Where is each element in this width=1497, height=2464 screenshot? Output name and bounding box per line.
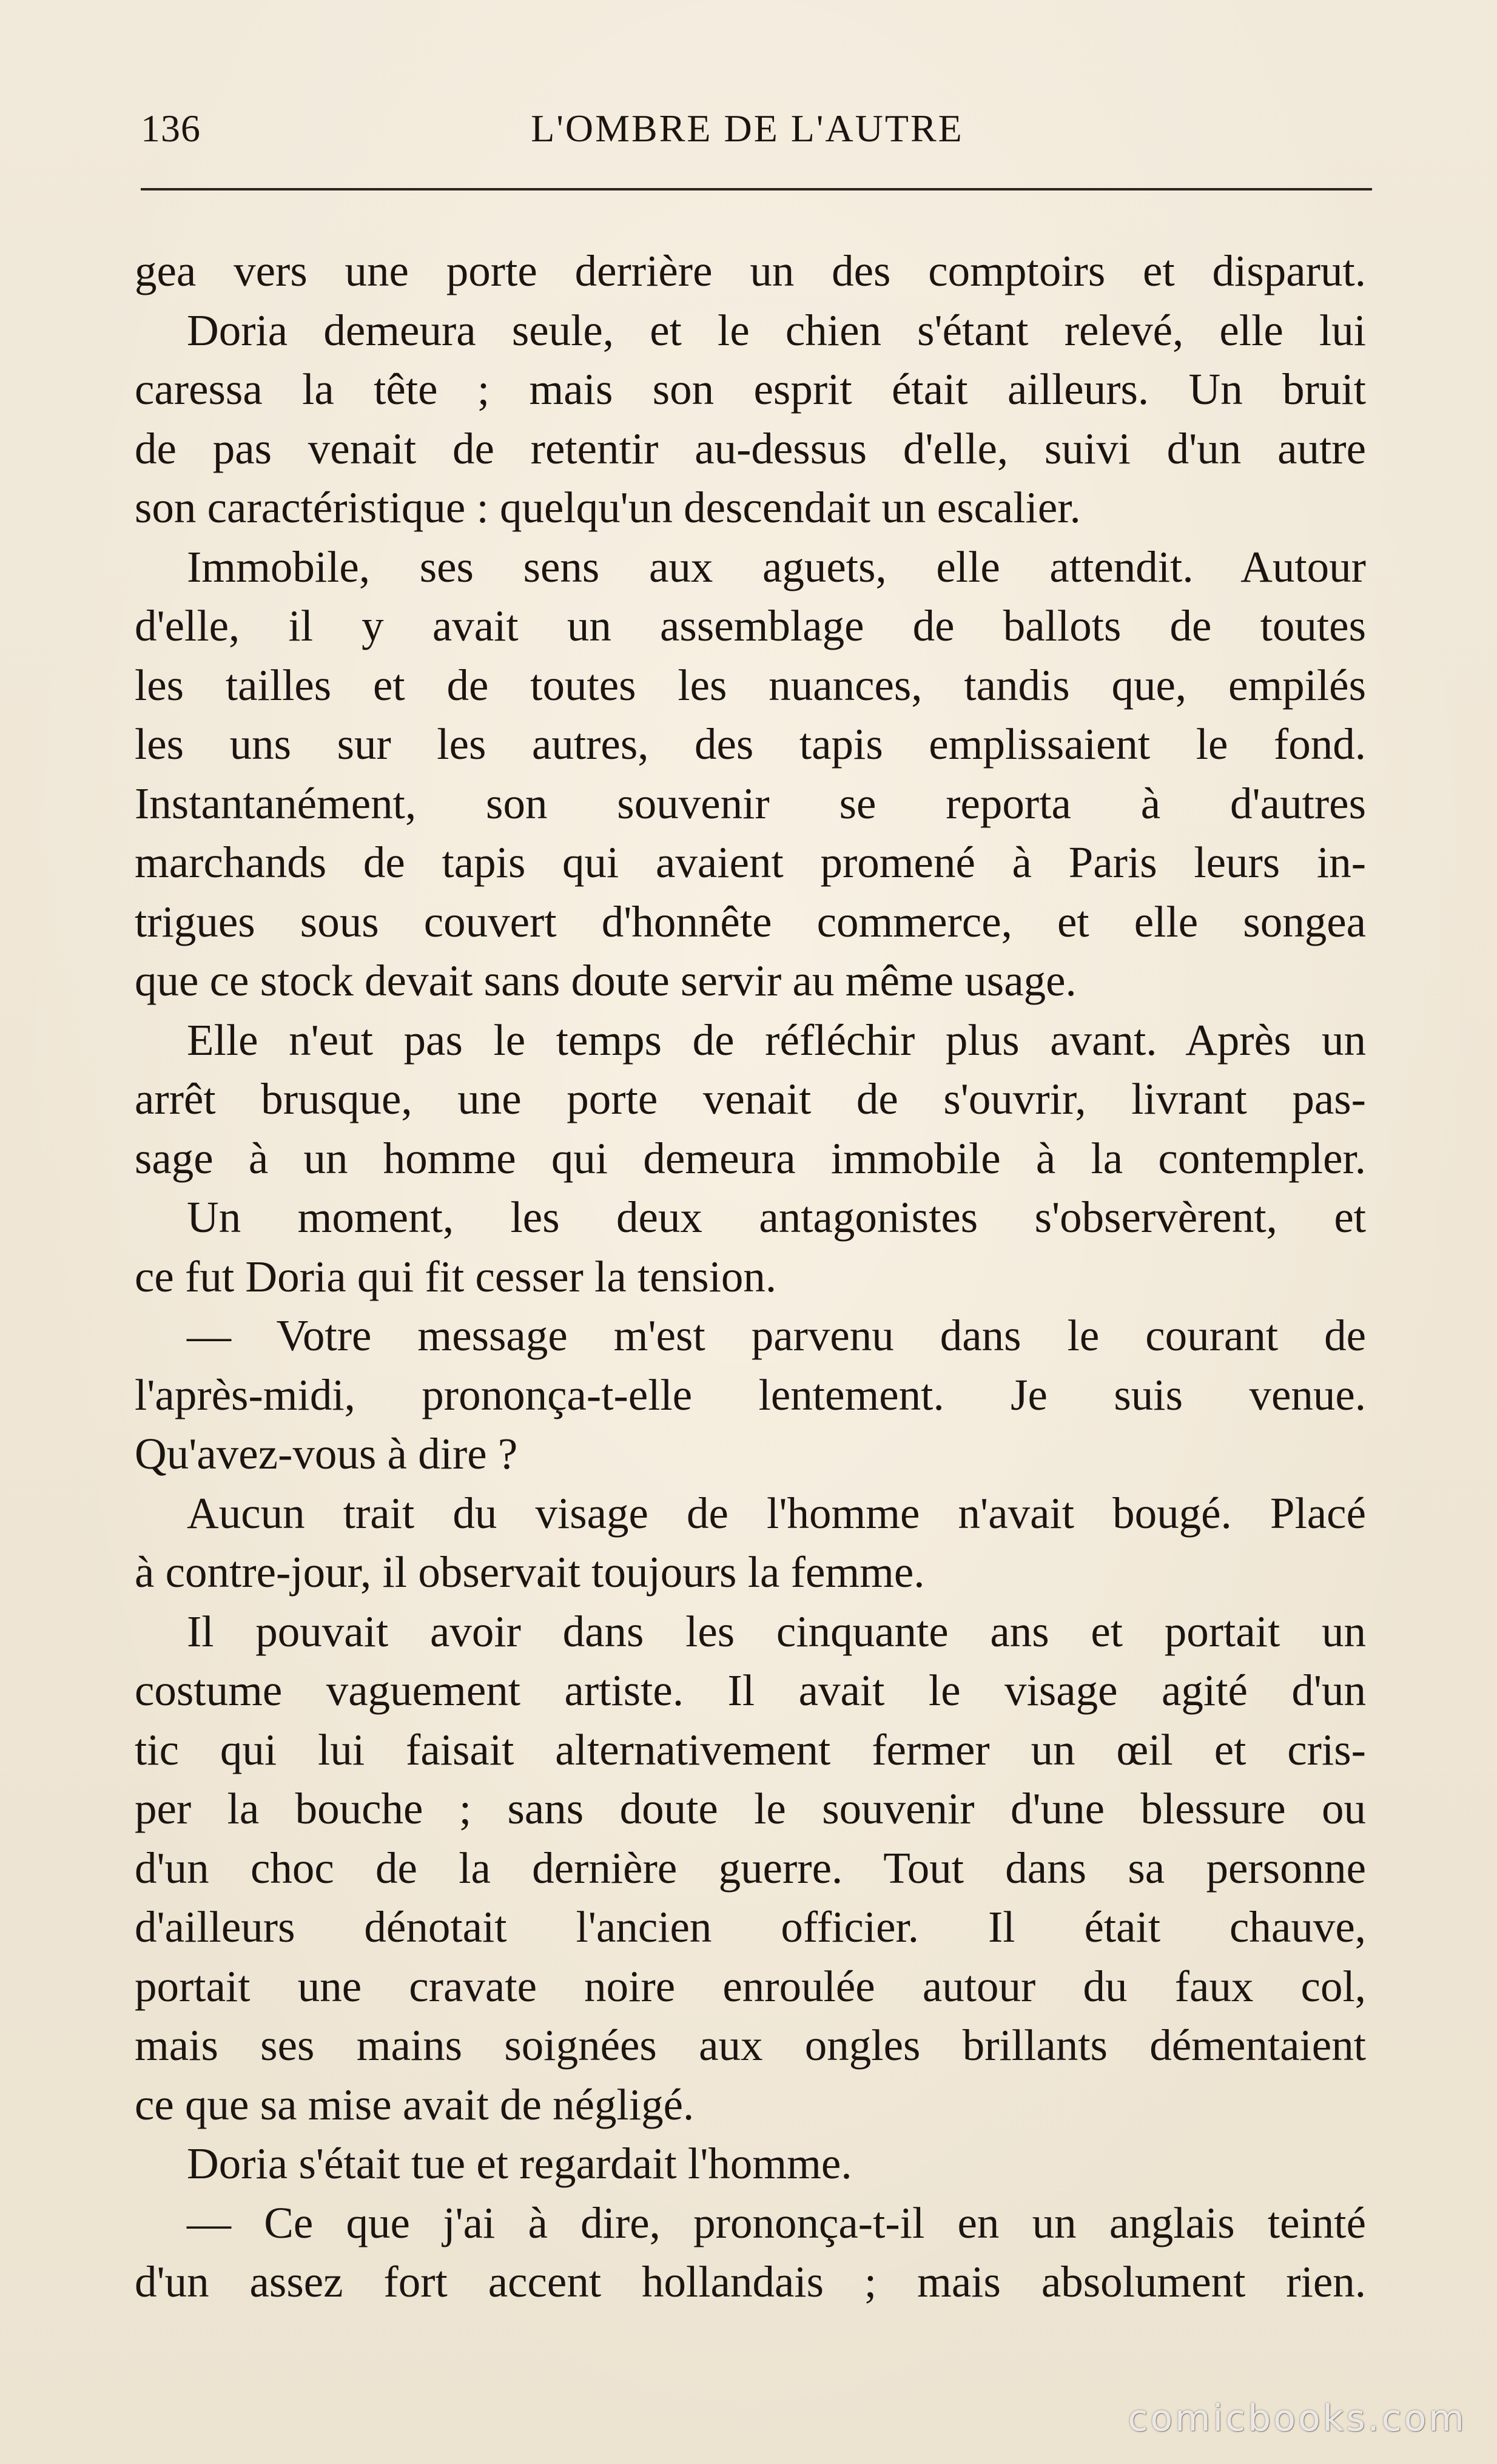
body-text: [135, 241, 1366, 2312]
text-line: Il pouvait avoir dans les cinquante ans et portait un: [187, 1606, 1366, 1656]
text-line: mais ses mains soignées aux ongles brillants démentaient: [135, 2021, 1366, 2070]
text-line: Immobile, ses sens aux aguets, elle attendit. Autour: [187, 542, 1366, 591]
text-line: Doria s'était tue et regardait l'homme.: [187, 2139, 852, 2188]
text-line: per la bouche ; sans doute le souvenir d'une blessure ou: [135, 1784, 1366, 1833]
text-line: Instantanément, son souvenir se reporta à d'autres: [135, 778, 1366, 828]
text-line: — Ce que j'ai à dire, prononça-t-il en un anglais teinté: [187, 2198, 1366, 2247]
running-title: L'OMBRE DE L'AUTRE: [531, 107, 964, 150]
text-line: Aucun trait du visage de l'homme n'avait bougé. Placé: [187, 1488, 1366, 1538]
text-line: que ce stock devait sans doute servir au même usage.: [135, 956, 1077, 1005]
text-line: son caractéristique : quelqu'un descendait un escalier.: [135, 483, 1081, 532]
text-line: d'un choc de la dernière guerre. Tout dans sa personne: [135, 1843, 1366, 1893]
text-line: gea vers une porte derrière un des comptoirs et disparut.: [135, 246, 1366, 295]
text-line: Un moment, les deux antagonistes s'observèrent, et: [187, 1193, 1366, 1242]
text-line: ce fut Doria qui fit cesser la tension.: [135, 1251, 777, 1301]
text-line: les tailles et de toutes les nuances, tandis que, empilés: [135, 660, 1366, 710]
text-line: arrêt brusque, une porte venait de s'ouvrir, livrant pas-: [135, 1074, 1366, 1123]
text-line: l'après-midi, prononça-t-elle lentement. Je suis venue.: [135, 1370, 1366, 1419]
text-line: d'elle, il y avait un assemblage de ballots de toutes: [135, 601, 1366, 650]
text-line: à contre-jour, il observait toujours la femme.: [135, 1547, 925, 1597]
text-line: marchands de tapis qui avaient promené à Paris leurs in-: [135, 838, 1366, 887]
text-line: caressa la tête ; mais son esprit était ailleurs. Un bruit: [135, 365, 1366, 414]
text-line: — Votre message m'est parvenu dans le courant de: [187, 1311, 1366, 1360]
watermark: comicbooks.com: [1128, 2397, 1467, 2440]
page-number: 136: [141, 107, 201, 150]
text-line: tic qui lui faisait alternativement fermer un œil et cris-: [135, 1725, 1366, 1774]
header-rule: [141, 188, 1372, 190]
text-line: Qu'avez-vous à dire ?: [135, 1429, 518, 1478]
text-line: Doria demeura seule, et le chien s'étant relevé, elle lui: [187, 305, 1366, 355]
page-header: [141, 106, 1354, 173]
text-line: ce que sa mise avait de négligé.: [135, 2079, 695, 2129]
text-line: d'un assez fort accent hollandais ; mais absolument rien.: [135, 2257, 1366, 2306]
text-line: de pas venait de retentir au-dessus d'elle, suivi d'un autre: [135, 423, 1366, 473]
text-line: les uns sur les autres, des tapis emplissaient le fond.: [135, 719, 1366, 769]
text-line: d'ailleurs dénotait l'ancien officier. Il était chauve,: [135, 1902, 1366, 1951]
text-line: costume vaguement artiste. Il avait le visage agité d'un: [135, 1666, 1366, 1715]
text-line: portait une cravate noire enroulée autour du faux col,: [135, 1961, 1366, 2011]
text-line: trigues sous couvert d'honnête commerce, et elle songea: [135, 897, 1366, 946]
text-line: Elle n'eut pas le temps de réfléchir plus avant. Après un: [187, 1015, 1366, 1065]
text-line: sage à un homme qui demeura immobile à la contempler.: [135, 1133, 1366, 1183]
